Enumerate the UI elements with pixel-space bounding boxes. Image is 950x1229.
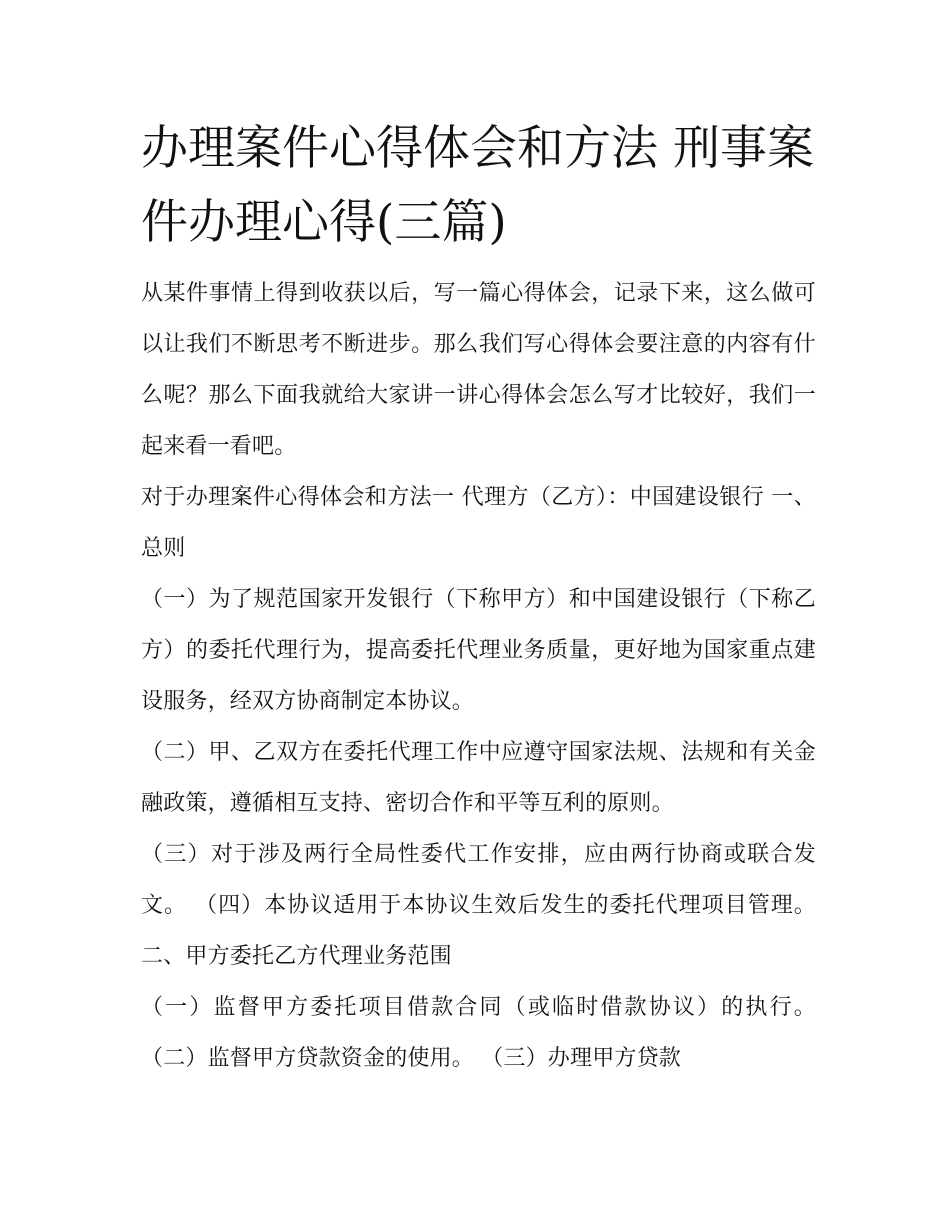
document-title: 办理案件心得体会和方法 刑事案件办理心得(三篇)	[141, 121, 814, 250]
paragraph-scope-items: （一）监督甲方委托项目借款合同（或临时借款协议）的执行。 （二）监督甲方贷款资金的使用。 （三）办理甲方贷款	[141, 995, 816, 1071]
paragraph-intro: 从某件事情上得到收获以后，写一篇心得体会，记录下来，这么做可以让我们不断思考不断进步。那么我们写心得体会要注意的内容有什么呢？那么下面我就给大家讲一讲心得体会怎么写才比较好，我们一起来看一看吧。	[141, 281, 816, 459]
paragraph-method-one-heading: 对于办理案件心得体会和方法一 代理方（乙方）：中国建设银行 一、总则	[141, 485, 816, 561]
document-content	[141, 112, 816, 1084]
paragraph-clause-2: （二）甲、乙双方在委托代理工作中应遵守国家法规、法规和有关金融政策，遵循相互支持、密切合作和平等互利的原则。	[141, 740, 816, 816]
document-body	[141, 268, 816, 1084]
paragraph-clause-3-4: （三）对于涉及两行全局性委代工作安排，应由两行协商或联合发文。 （四）本协议适用于本协议生效后发生的委托代理项目管理。 二、甲方委托乙方代理业务范围	[141, 842, 816, 969]
paragraph-clause-1: （一）为了规范国家开发银行（下称甲方）和中国建设银行（下称乙方）的委托代理行为，提高委托代理业务质量，更好地为国家重点建设服务，经双方协商制定本协议。	[141, 587, 816, 714]
